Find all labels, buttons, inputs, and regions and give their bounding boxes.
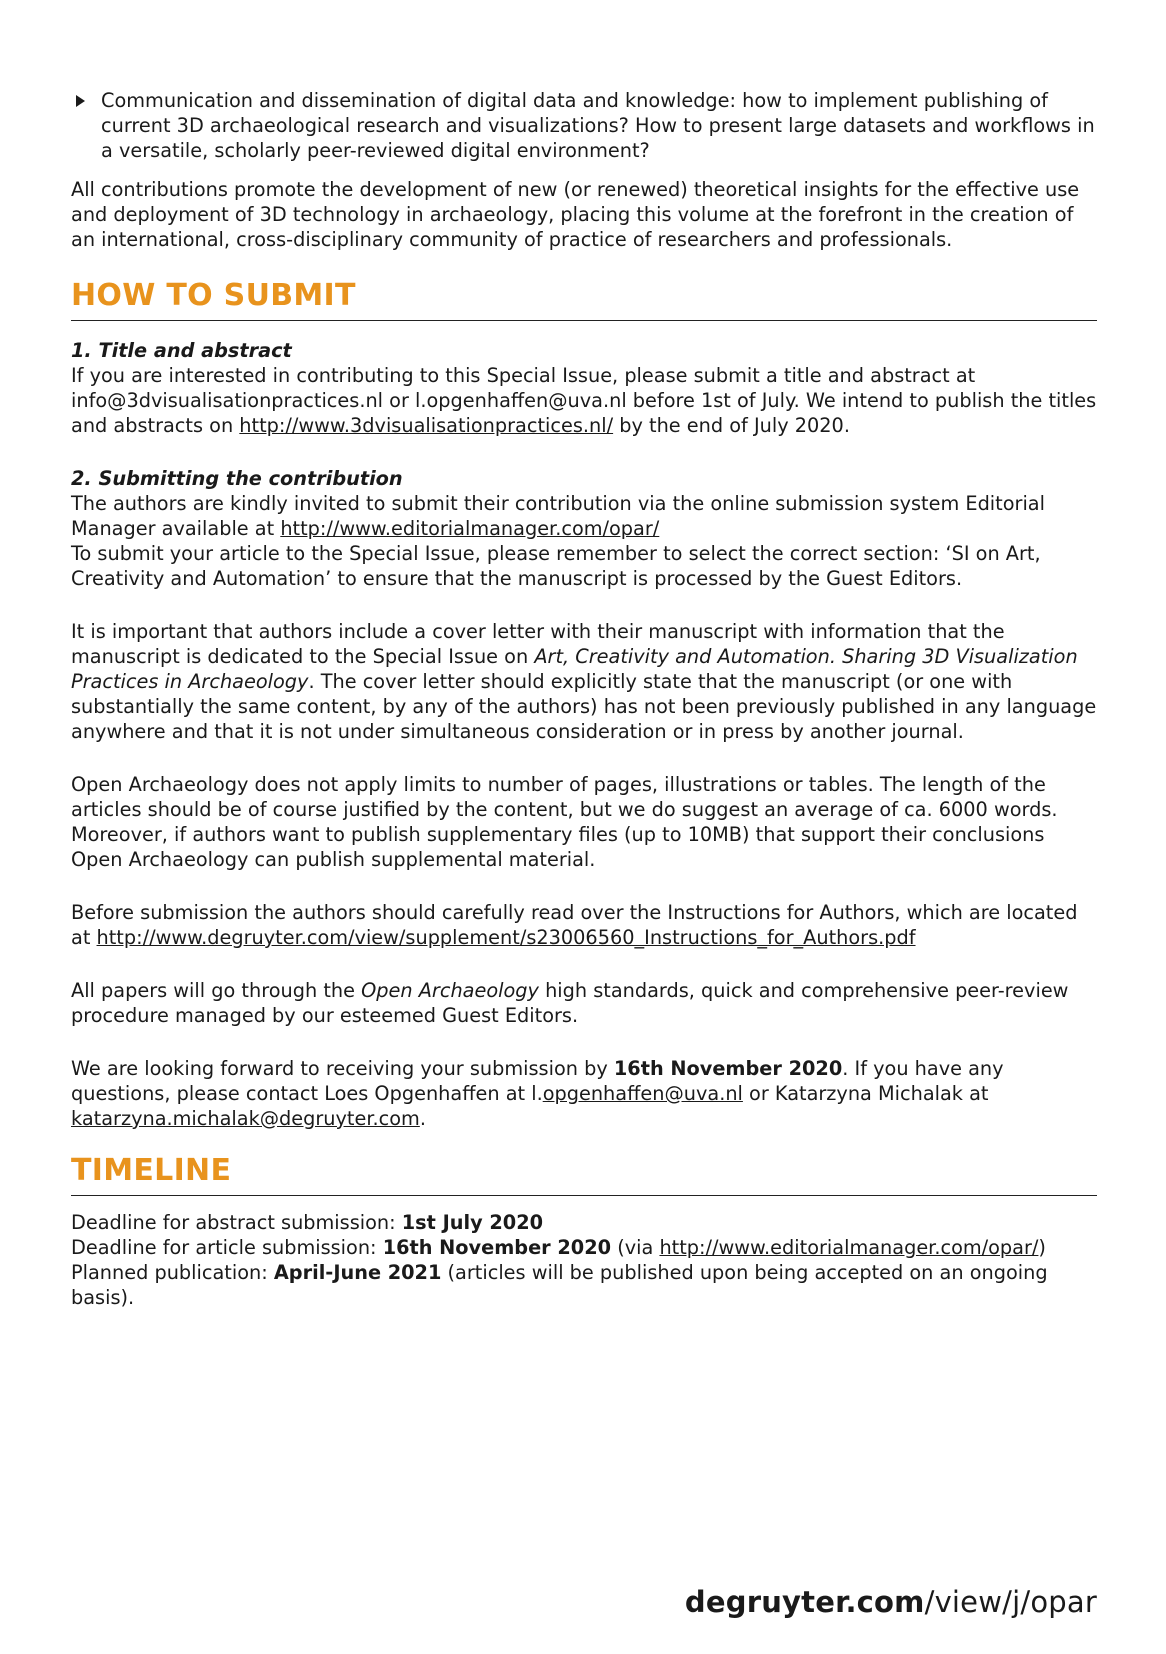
footer-domain: degruyter.com bbox=[684, 1585, 925, 1619]
timeline-article-deadline: Deadline for article submission: 16th November 2020 (via http://www.editorialmanager.com/opar/) bbox=[71, 1236, 1046, 1259]
footer-path: /view/j/opar bbox=[924, 1585, 1097, 1619]
cover-letter-paragraph: It is important that authors include a cover letter with their manuscript with information that the manuscript is dedicated to the Special Issue on Art, Creativity and Automation. Sharing 3D Visualization Practices in Archaeology. The cover letter should explicitly state that the manuscript (or one with substantially the same content, by any of the authors) has not been previously published in any language anywhere and that it is not under simultaneous consideration or in press by another journal. bbox=[71, 620, 1097, 743]
timeline-publication: Planned publication: April-June 2021 (articles will be published upon being accepted on an ongoing basis). bbox=[71, 1261, 1048, 1309]
step2-title: 2. Submitting the contribution bbox=[71, 467, 403, 490]
instructions-link[interactable]: http://www.degruyter.com/view/supplement/s23006560_Instructions_for_Authors.pdf bbox=[96, 926, 916, 949]
section-divider bbox=[71, 320, 1097, 321]
timeline-editorial-link[interactable]: http://www.editorialmanager.com/opar/ bbox=[659, 1236, 1039, 1259]
step1-title: 1. Title and abstract bbox=[71, 339, 292, 362]
how-to-submit-heading: HOW TO SUBMIT bbox=[71, 278, 356, 313]
email-link-michalak[interactable]: katarzyna.michalak@degruyter.com bbox=[71, 1107, 420, 1130]
section-divider bbox=[71, 1195, 1097, 1196]
step2-paragraph: The authors are kindly invited to submit their contribution via the online submission system Editorial Manager available at http://www.editorialmanager.com/opar/ bbox=[71, 492, 1045, 540]
intro-paragraph: All contributions promote the development of new (or renewed) theoretical insights for the effective use and deployment of 3D technology in archaeology, placing this volume at the forefront in the creation of an international, cross-disciplinary community of practice of researchers and professionals. bbox=[71, 178, 1080, 251]
website-link[interactable]: http://www.3dvisualisationpractices.nl/ bbox=[239, 414, 614, 437]
email-link-opgenhaffen[interactable]: opgenhaffen@uva.nl bbox=[542, 1082, 743, 1105]
document-page bbox=[71, 88, 1097, 1310]
triangle-bullet-icon bbox=[76, 95, 85, 107]
limits-paragraph: Open Archaeology does not apply limits to number of pages, illustrations or tables. The length of the articles should be of course justified by the content, but we do suggest an average of ca. 6000 words. Moreover, if authors want to publish supplementary files (up to 10MB) that support their conclusions Open Archaeology can publish supplemental material. bbox=[71, 773, 1058, 871]
timeline-heading: TIMELINE bbox=[71, 1153, 232, 1188]
peer-review-paragraph: All papers will go through the Open Archaeology high standards, quick and comprehensive peer-review procedure managed by our esteemed Guest Editors. bbox=[71, 979, 1069, 1027]
timeline-abstract-deadline: Deadline for abstract submission: 1st July 2020 bbox=[71, 1211, 544, 1234]
instructions-paragraph: Before submission the authors should carefully read over the Instructions for Authors, which are located at http://www.degruyter.com/view/supplement/s23006560_Instructions_for_Authors.pdf bbox=[71, 901, 1078, 949]
footer-url bbox=[685, 1585, 1097, 1619]
step1-paragraph: If you are interested in contributing to this Special Issue, please submit a title and abstract at info@3dvisualisationpractices.nl or l.opgenhaffen@uva.nl before 1st of July. We intend to publish the titles and abstracts on http://www.3dvisualisationpractices.nl/ by the end of July 2020. bbox=[71, 364, 1097, 437]
step2-section-note: To submit your article to the Special Issue, please remember to select the correct section: ‘SI on Art, Creativity and Automation’ to ensure that the manuscript is processed by the Guest Editors. bbox=[71, 542, 1041, 590]
bullet-item bbox=[71, 88, 1097, 163]
editorial-manager-link[interactable]: http://www.editorialmanager.com/opar/ bbox=[280, 517, 660, 540]
bullet-text: Communication and dissemination of digital data and knowledge: how to implement publishing of current 3D archaeological research and visualizations? How to present large datasets and workflows in a versatile, scholarly peer-reviewed digital environment? bbox=[101, 89, 1095, 162]
closing-paragraph: We are looking forward to receiving your submission by 16th November 2020. If you have any questions, please contact Loes Opgenhaffen at l.opgenhaffen@uva.nl or Katarzyna Michalak at katarzyna.michalak@degruyter.com. bbox=[71, 1057, 1004, 1130]
